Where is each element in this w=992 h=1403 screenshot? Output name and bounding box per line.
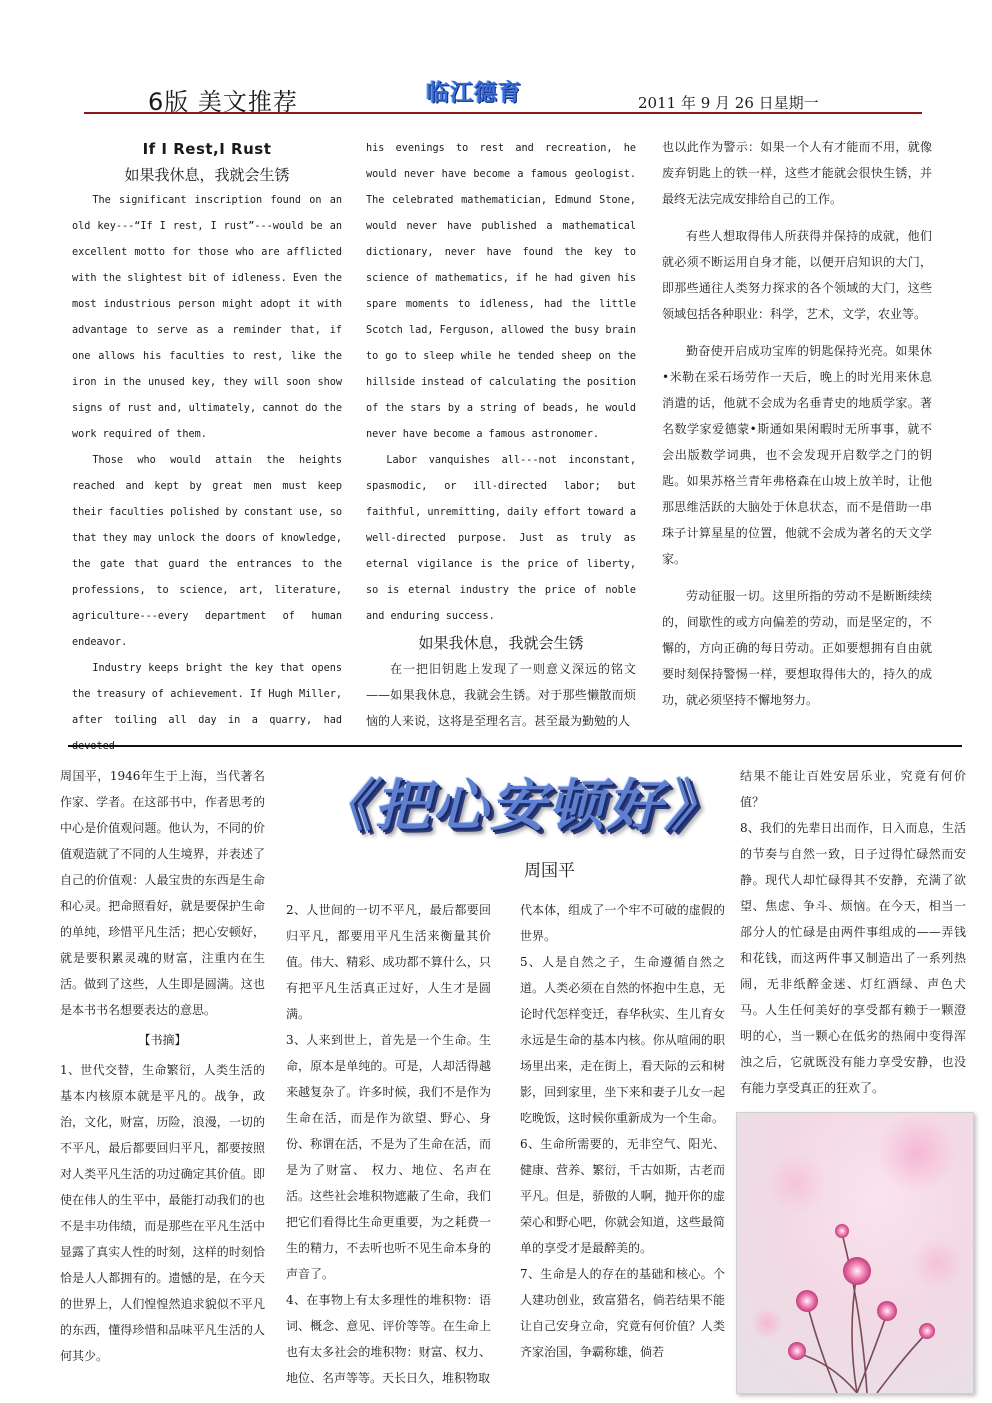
masthead-logo: 临江德育	[426, 80, 522, 106]
section-label: 6版 美文推荐	[148, 88, 298, 116]
book-column-3	[520, 897, 725, 1365]
header-rule	[84, 112, 922, 114]
english-article-cn-subtitle: 如果我休息，我就会生锈	[124, 166, 290, 184]
paragraph: 劳动征服一切。这里所指的劳动不是断断续续的，间歇性的或方向偏差的劳动，而是坚定的，不懈的，方向正确的每日劳动。正如要想拥有自由就要时刻保持警惕一样，要想取得伟大的，持久的成功，就必须坚持不懈地努力。	[662, 589, 932, 707]
paragraph: Labor vanquishes all---not inconstant, spasmodic, or ill-directed labor; but faithful, unremitting, daily effort toward a well-directed purpose. Just as truly as eternal vigilance is the price of liberty, so is eternal industry the price of noble and enduring success.	[366, 455, 636, 622]
book-column-2	[286, 897, 491, 1391]
english-article-column-1	[72, 136, 342, 760]
paragraph: 勤奋使开启成功宝库的钥匙保持光亮。如果休•米勒在采石场劳作一天后，晚上的时光用来休息消遣的话，他就不会成为名垂青史的地质学家。著名数学家爱德蒙•斯通如果闲暇时无所事事，就不会出版数学词典，也不会发现开启数学之门的钥匙。如果苏格兰青年弗格森在山坡上放羊时，让他那思维活跃的大脑处于休息状态，而不是借助一串珠子计算星星的位置，他就不会成为著名的天文学家。	[662, 344, 932, 566]
excerpt-label: 【书摘】	[138, 1033, 187, 1047]
flower-photo	[736, 1112, 974, 1394]
paragraph: 也以此作为警示：如果一个人有才能而不用，就像废弃钥匙上的铁一样，这些才能就会很快生锈，并最终无法完成安排给自己的工作。	[662, 140, 932, 206]
flower-illustration	[737, 1113, 973, 1393]
english-article-title: If I Rest,I Rust	[142, 140, 272, 158]
chinese-translation-column	[662, 134, 932, 724]
paragraph: 8、我们的先辈日出而作，日入而息，生活的节奏与自然一致，日子过得忙碌然而安静。现代人却忙碌得其不安静，充满了欲望、焦虑、争斗、烦恼。在今天，相当一部分人的忙碌是由两件事组成的——弄钱和花钱，而这两件事又制造出了一系列热闹，无非纸醉金迷、灯红酒绿、声色犬马。人生任何美好的享受都有赖于一颗澄明的心，当一颗心在低劣的热闹中变得浑浊之后，它就既没有能力享受安静，也没有能力享受真正的狂欢了。	[740, 821, 966, 1095]
chinese-translation-title: 如果我休息，我就会生锈	[418, 634, 584, 652]
paragraph: 结果不能让百姓安居乐业，究竟有何价值？	[740, 769, 966, 809]
paragraph: 6、生命所需要的，无非空气、阳光、健康、营养、繁衍，千古如斯，古老而平凡。但是，骄傲的人啊，抛开你的虚荣心和野心吧，你就会知道，这些最简单的享受才是最醉美的。	[520, 1137, 725, 1255]
paragraph: 3、人来到世上，首先是一个生命。生命，原本是单纯的。可是，人却活得越来越复杂了。许多时候，我们不是作为生命在活，而是作为欲望、野心、身份、称谓在活，不是为了生命在活，而是为了财富、 权力、地位、名声在活。这些社会堆积物遮蔽了生命，我们把它们看得比生命更重要，为之耗费一生的精力，不去听也听不见生命本身的声音了。	[286, 1033, 491, 1281]
paragraph: 代本体，组成了一个牢不可破的虚假的世界。	[520, 903, 725, 943]
intro-paragraph: 周国平，1946年生于上海，当代著名作家、学者。在这部书中，作者思考的中心是价值观问题。他认为，不同的价值观造就了不同的人生境界，并表述了自己的价值观：人最宝贵的东西是生命和心灵。把命照看好，就是要保护生命的单纯，珍惜平凡生活；把心安顿好，就是要积累灵魂的财富，注重内在生活。做到了这些，人生即是圆满。这也是本书书名想要表达的意思。	[60, 769, 265, 1017]
issue-date: 2011 年 9 月 26 日星期一	[638, 94, 819, 112]
section-divider	[68, 745, 962, 747]
book-column-1	[60, 763, 265, 1369]
book-title-art: 《把心安顿好》	[316, 774, 722, 839]
paragraph: 2、人世间的一切不平凡，最后都要回归平凡，都要用平凡生活来衡量其价值。伟大、精彩、成功都不算什么，只有把平凡生活真正过好，人生才是圆满。	[286, 903, 491, 1021]
paragraph: 7、生命是人的存在的基础和核心。个人建功创业，致富猎名，倘若结果不能让自己安身立命，究竟有何价值？人类齐家治国，争霸称雄，倘若	[520, 1267, 725, 1359]
author-name: 周国平	[524, 861, 575, 881]
paragraph: The significant inscription found on an old key---“If I rest, I rust”---would be an excellent motto for those who are afflicted with the slightest bit of idleness. Even the most industrious person might adopt it with advantage to serve as a reminder that, if one allows his faculties to rest, like the iron in the unused key, they will soon show signs of rust and, ultimately, cannot do the work required of them.	[72, 195, 342, 440]
paragraph: Industry keeps bright the key that opens the treasury of achievement. If Hugh Miller, after toiling all day in a quarry, had devoted	[72, 663, 342, 752]
english-article-column-2	[366, 136, 636, 734]
paragraph: his evenings to rest and recreation, he would never have become a famous geologist. The celebrated mathematician, Edmund Stone, would never have published a mathematical dictionary, never have found the key to science of mathematics, if he had given his spare moments to idleness, had the little Scotch lad, Ferguson, allowed the busy brain to go to sleep while he tended sheep on the hillside instead of calculating the position of the stars by a string of beads, he would never have become a famous astronomer.	[366, 143, 636, 440]
paragraph: 4、在事物上有太多理性的堆积物：语词、概念、意见、评价等等。在生命上也有太多社会的堆积物：财富、权力、地位、名声等等。天长日久，堆积物取	[286, 1293, 491, 1385]
paragraph: 在一把旧钥匙上发现了一则意义深远的铭文——如果我休息，我就会生锈。对于那些懒散而烦恼的人来说，这将是至理名言。甚至最为勤勉的人	[366, 662, 636, 728]
paragraph: 1、世代交替，生命繁衍，人类生活的基本内核原本就是平凡的。战争，政治，文化，财富，历险，浪漫，一切的不平凡，最后都要回归平凡，都要按照对人类平凡生活的功过确定其价值。即使在伟人的生平中，最能打动我们的也不是丰功伟绩，而是那些在平凡生活中显露了真实人性的时刻，这样的时刻恰恰是人人都拥有的。遗憾的是，在今天的世界上，人们惶惶然追求貌似不平凡的东西，懂得珍惜和品味平凡生活的人何其少。	[60, 1063, 265, 1363]
paragraph: Those who would attain the heights reached and kept by great men must keep their faculties polished by constant use, so that they may unlock the doors of knowledge, the gate that guard the entrances to the professions, to science, art, literature, agriculture---every department of human endeavor.	[72, 455, 342, 648]
paragraph: 有些人想取得伟人所获得并保持的成就，他们就必须不断运用自身才能，以便开启知识的大门，即那些通往人类努力探求的各个领域的大门，这些领域包括各种职业：科学，艺术，文学，农业等。	[662, 229, 932, 321]
paragraph: 5、人是自然之子，生命遵循自然之道。人类必须在自然的怀抱中生息，无论时代怎样变迁，春华秋实、生儿育女永远是生命的基本内核。你从喧闹的职场里出来，走在街上，看天际的云和树影，回到家里，坐下来和妻子儿女一起吃晚饭，这时候你重新成为一个生命。	[520, 955, 725, 1125]
book-column-4	[740, 763, 966, 1101]
